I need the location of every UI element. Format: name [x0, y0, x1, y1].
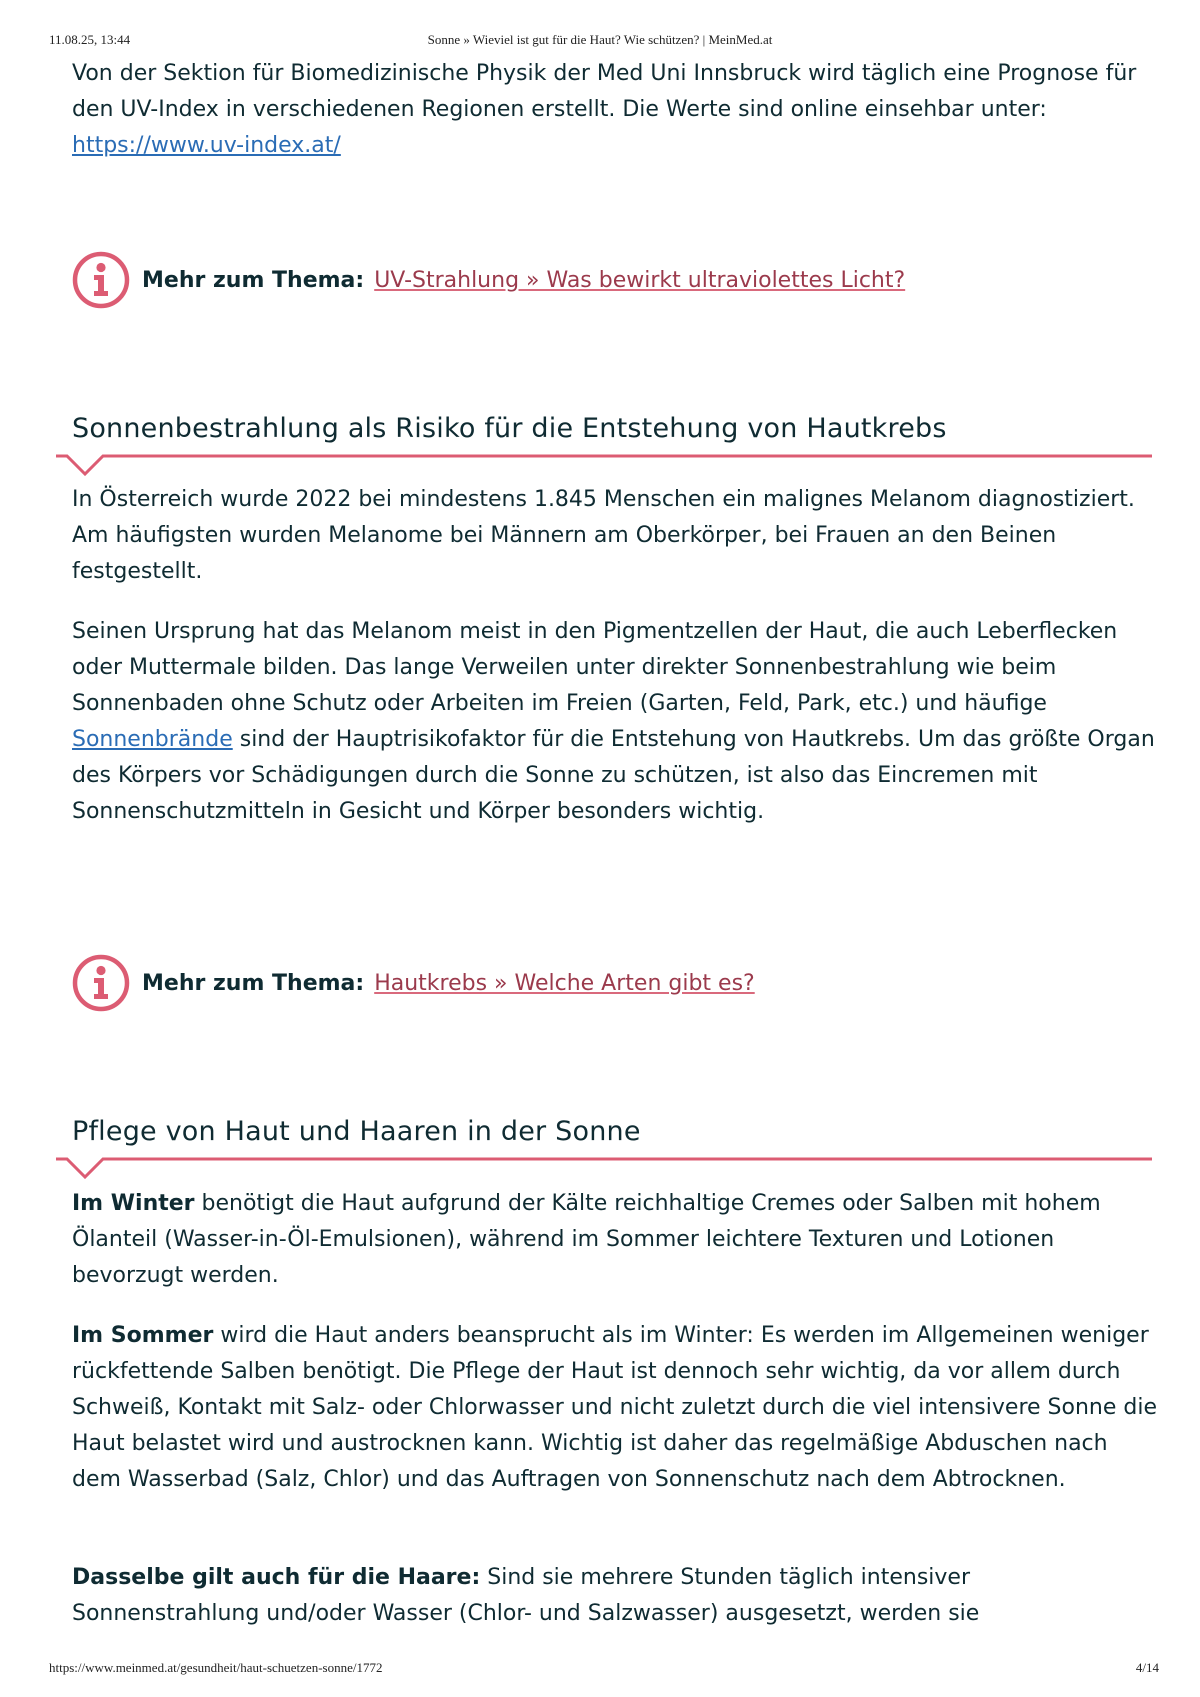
paragraph-text: sind der Hauptrisikofaktor für die Entstehung von Hautkrebs. Um das größte Organ des Körpers vor Schädigungen durch die Sonne zu schützen, ist also das Eincremen mit Sonnenschutzmitteln in Gesicht und Körper besonders wichtig. — [72, 727, 1155, 824]
section-divider — [56, 1155, 1152, 1185]
paragraph-bold-lead: Im Winter — [72, 1191, 195, 1216]
print-url: https://www.meinmed.at/gesundheit/haut-schuetzen-sonne/1772 — [49, 1660, 383, 1675]
intro-paragraph — [72, 56, 1157, 164]
print-footer — [0, 1660, 1200, 1680]
print-page-number: 4/14 — [1135, 1660, 1159, 1675]
print-header — [0, 32, 1200, 52]
pflege-paragraph-haare — [72, 1560, 1157, 1632]
uv-index-link[interactable]: https://www.uv-index.at/ — [72, 133, 341, 158]
pflege-paragraph-sommer — [72, 1318, 1157, 1498]
pflege-paragraph-winter — [72, 1186, 1157, 1294]
section-title-hautkrebs: Sonnenbestrahlung als Risiko für die Entstehung von Hautkrebs — [72, 413, 947, 444]
info-link-hautkrebs[interactable]: Hautkrebs » Welche Arten gibt es? — [374, 970, 755, 996]
info-label: Mehr zum Thema: — [142, 970, 365, 996]
info-icon — [72, 954, 130, 1012]
paragraph-text: benötigt die Haut aufgrund der Kälte reichhaltige Cremes oder Salben mit hohem Ölanteil (Wasser-in-Öl-Emulsionen), während im Sommer leichtere Texturen und Lotionen bevorzugt werden. — [72, 1191, 1101, 1288]
print-page-title: Sonne » Wieviel ist gut für die Haut? Wie schützen? | MeinMed.at — [427, 32, 773, 47]
paragraph-text: Seinen Ursprung hat das Melanom meist in den Pigmentzellen der Haut, die auch Leberflecken oder Muttermale bilden. Das lange Verweilen unter direkter Sonnenbestrahlung wie beim Sonnenbaden ohne Schutz oder Arbeiten im Freien (Garten, Feld, Park, etc.) und häufige — [72, 619, 1118, 716]
info-label: Mehr zum Thema: — [142, 267, 365, 293]
info-icon — [72, 251, 130, 309]
info-box-uv — [72, 250, 1152, 310]
paragraph-text: wird die Haut anders beansprucht als im Winter: Es werden im Allgemeinen weniger rückfettende Salben benötigt. Die Pflege der Haut ist dennoch sehr wichtig, da vor allem durch Schweiß, Kontakt mit Salz- oder Chlorwasser und nicht zuletzt durch die viel intensivere Sonne die Haut belastet wird und austrocknen kann. Wichtig ist daher das regelmäßige Abduschen nach dem Wasserbad (Salz, Chlor) und das Auftragen von Sonnenschutz nach dem Abtrocknen. — [72, 1323, 1157, 1492]
info-box-hautkrebs — [72, 953, 1152, 1013]
paragraph-text: Sind sie mehrere Stunden täglich intensiver Sonnenstrahlung und/oder Wasser (Chlor- und Salzwasser) ausgesetzt, werden sie — [72, 1565, 980, 1626]
info-link-uv-strahlung[interactable]: UV-Strahlung » Was bewirkt ultraviolettes Licht? — [374, 267, 906, 293]
section-title-pflege: Pflege von Haut und Haaren in der Sonne — [72, 1116, 641, 1147]
paragraph-bold-lead: Im Sommer — [72, 1323, 214, 1348]
section-divider — [56, 452, 1152, 482]
paragraph-bold-lead: Dasselbe gilt auch für die Haare: — [72, 1565, 481, 1590]
sonnenbraende-link[interactable]: Sonnenbrände — [72, 727, 233, 752]
hautkrebs-paragraph-1: In Österreich wurde 2022 bei mindestens 1.845 Menschen ein malignes Melanom diagnostiziert. Am häufigsten wurden Melanome bei Männern am Oberkörper, bei Frauen an den Beinen festgestellt. — [72, 487, 1135, 584]
hautkrebs-paragraph-2 — [72, 614, 1157, 830]
print-datetime: 11.08.25, 13:44 — [49, 32, 131, 47]
intro-text: Von der Sektion für Biomedizinische Physik der Med Uni Innsbruck wird täglich eine Prognose für den UV-Index in verschiedenen Regionen erstellt. Die Werte sind online einsehbar unter: — [72, 61, 1137, 122]
